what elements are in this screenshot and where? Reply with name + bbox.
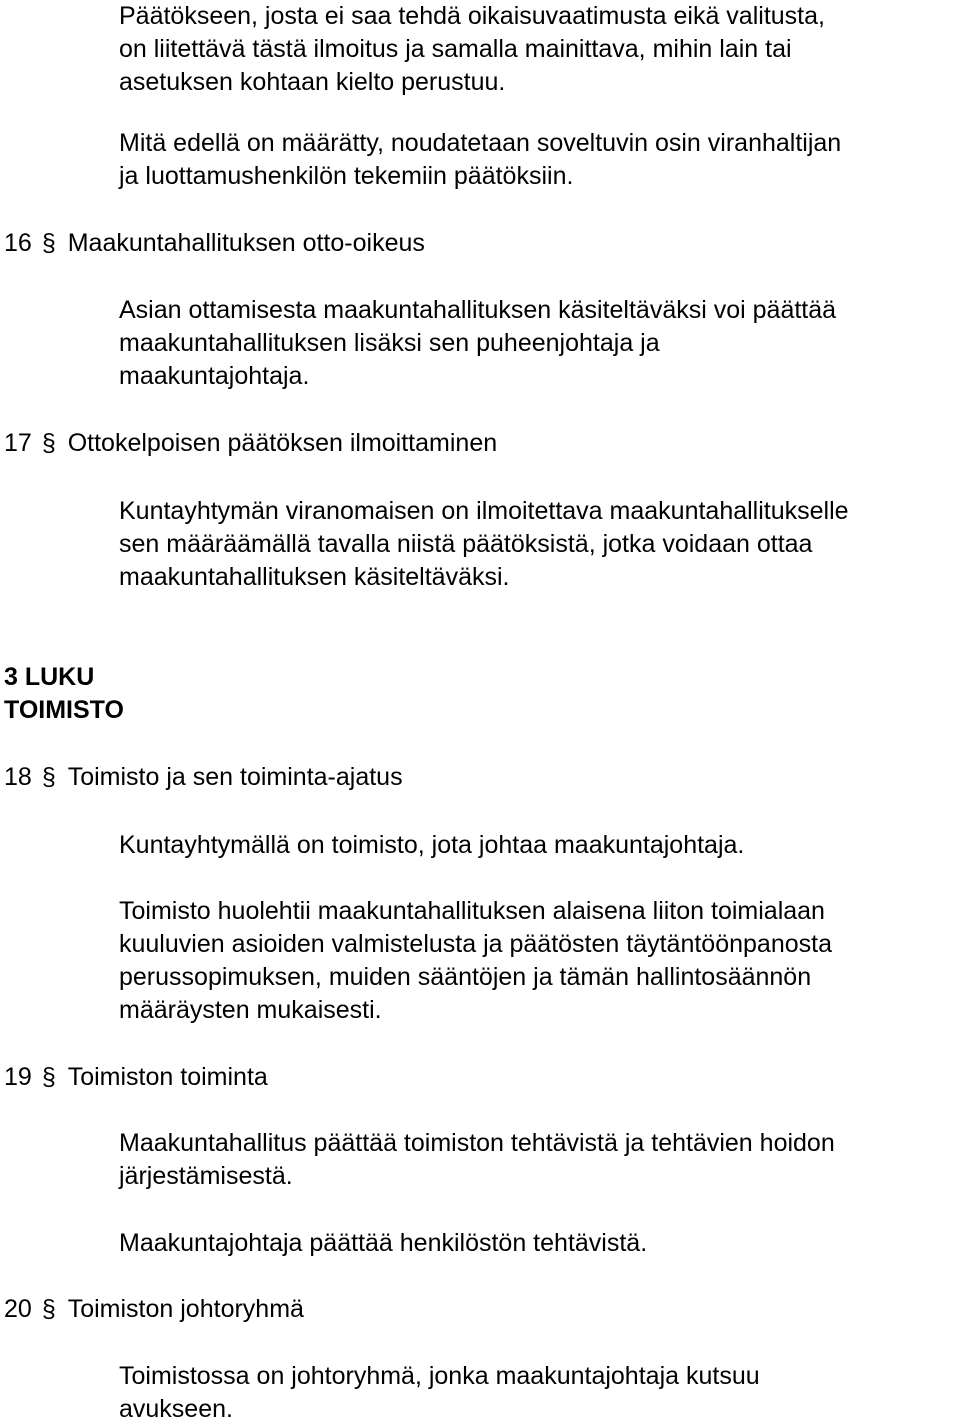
text-line: määräysten mukaisesti. bbox=[119, 996, 382, 1024]
text-line: sen määräämällä tavalla niistä päätöksistä, jotka voidaan ottaa bbox=[119, 530, 813, 558]
text-line: Kuntayhtymän viranomaisen on ilmoitettava maakuntahallitukselle bbox=[119, 497, 849, 525]
section-title: Toimisto ja sen toiminta-ajatus bbox=[67, 763, 403, 791]
section-16-body bbox=[119, 294, 959, 393]
section-sign-icon: § bbox=[41, 1295, 56, 1323]
text-line: asetuksen kohtaan kielto perustuu. bbox=[119, 68, 506, 96]
text-line: Kuntayhtymällä on toimisto, jota johtaa maakuntajohtaja. bbox=[119, 831, 745, 859]
section-title: Ottokelpoisen päätöksen ilmoittaminen bbox=[67, 429, 498, 457]
intro-paragraph-1 bbox=[119, 0, 959, 99]
section-sign-icon: § bbox=[41, 763, 56, 791]
text-line: kuuluvien asioiden valmistelusta ja päätösten täytäntöönpanosta bbox=[119, 930, 832, 958]
section-18-paragraph-1 bbox=[119, 829, 959, 862]
text-line: perussopimuksen, muiden sääntöjen ja tämän hallintosäännön bbox=[119, 963, 812, 991]
section-title: Maakuntahallituksen otto-oikeus bbox=[67, 229, 425, 257]
section-19-paragraph-2 bbox=[119, 1227, 959, 1260]
text-line: maakuntajohtaja. bbox=[119, 362, 310, 390]
section-sign-icon: § bbox=[41, 1063, 56, 1091]
chapter-title: TOIMISTO bbox=[4, 696, 124, 724]
text-line: Toimisto huolehtii maakuntahallituksen alaisena liiton toimialaan bbox=[119, 897, 825, 925]
intro-paragraph-2 bbox=[119, 127, 959, 193]
section-sign-icon: § bbox=[41, 429, 56, 457]
section-17-body bbox=[119, 495, 959, 594]
text-line: Päätökseen, josta ei saa tehdä oikaisuvaatimusta eikä valitusta, bbox=[119, 2, 825, 30]
text-line: ja luottamushenkilön tekemiin päätöksiin. bbox=[119, 162, 574, 190]
section-16-heading bbox=[4, 227, 425, 260]
text-line: Maakuntajohtaja päättää henkilöstön tehtävistä. bbox=[119, 1229, 648, 1257]
section-17-heading bbox=[4, 427, 497, 460]
text-line: maakuntahallituksen käsiteltäväksi. bbox=[119, 563, 510, 591]
text-line: Mitä edellä on määrätty, noudatetaan soveltuvin osin viranhaltijan bbox=[119, 129, 842, 157]
text-line: Maakuntahallitus päättää toimiston tehtävistä ja tehtävien hoidon bbox=[119, 1129, 835, 1157]
text-line: avukseen. bbox=[119, 1395, 233, 1423]
text-line: Asian ottamisesta maakuntahallituksen käsiteltäväksi voi päättää bbox=[119, 296, 837, 324]
section-number: 16 bbox=[4, 229, 32, 257]
section-19-paragraph-1 bbox=[119, 1127, 959, 1193]
text-line: on liitettävä tästä ilmoitus ja samalla mainittava, mihin lain tai bbox=[119, 35, 792, 63]
section-18-heading bbox=[4, 761, 403, 794]
text-line: järjestämisestä. bbox=[119, 1162, 293, 1190]
section-sign-icon: § bbox=[41, 229, 56, 257]
section-number: 20 bbox=[4, 1295, 32, 1323]
section-number: 18 bbox=[4, 763, 32, 791]
text-line: Toimistossa on johtoryhmä, jonka maakuntajohtaja kutsuu bbox=[119, 1362, 760, 1390]
text-line: maakuntahallituksen lisäksi sen puheenjohtaja ja bbox=[119, 329, 660, 357]
section-20-paragraph-1 bbox=[119, 1360, 959, 1426]
section-20-heading bbox=[4, 1293, 304, 1326]
section-18-paragraph-2 bbox=[119, 895, 959, 1027]
section-number: 17 bbox=[4, 429, 32, 457]
section-title: Toimiston toiminta bbox=[67, 1063, 268, 1091]
chapter-number: 3 LUKU bbox=[4, 663, 95, 691]
section-number: 19 bbox=[4, 1063, 32, 1091]
section-title: Toimiston johtoryhmä bbox=[67, 1295, 304, 1323]
section-19-heading bbox=[4, 1061, 268, 1094]
chapter-heading bbox=[4, 661, 124, 727]
